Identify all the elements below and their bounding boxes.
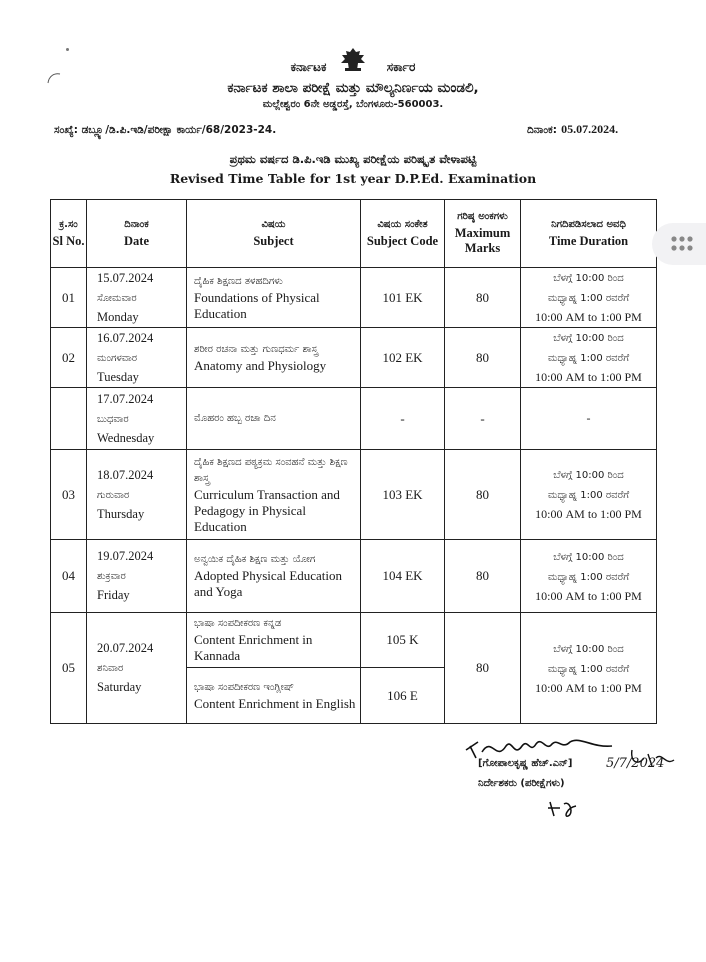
row-sl: 04 [51, 540, 87, 613]
row-subject: ಮೊಹರಂ ಹಬ್ಬ ರಜಾ ದಿನ [187, 388, 361, 450]
row-date: 20.07.2024 ಶನಿವಾರ Saturday [87, 613, 187, 724]
row-subject: ಭಾಷಾ ಸಂಪದೀಕರಣ ಕನ್ನಡ Content Enrichment in Kannada [187, 613, 361, 668]
timetable [50, 199, 657, 724]
header-subject: ವಿಷಯ Subject [187, 200, 361, 268]
gov-left: ಕರ್ನಾಟಕ [290, 60, 327, 74]
row-marks: 80 [445, 540, 521, 613]
row-subject: ಭಾಷಾ ಸಂಪದೀಕರಣ ಇಂಗ್ಲೀಷ್ Content Enrichment in English [187, 668, 361, 724]
row-time: ಬೆಳಗ್ಗೆ 10:00 ರಿಂದ ಮಧ್ಯಾಹ್ನ 1:00 ರವರೆಗೆ 10:00 AM to 1:00 PM [521, 450, 657, 540]
row-time: ಬೆಳಗ್ಗೆ 10:00 ರಿಂದ ಮಧ್ಯಾಹ್ನ 1:00 ರವರೆಗೆ 10:00 AM to 1:00 PM [521, 268, 657, 328]
reference-number: ಸಂಖ್ಯೆ: ಡಬ್ಲ್ಯೂ/ಡಿ.ಪಿ.ಇಡಿ/ಪರೀಕ್ಷಾ ಕಾರ್ಯ/68/2023-24. [54, 124, 277, 136]
header-marks: ಗರಿಷ್ಠ ಅಂಕಗಳು Maximum Marks [445, 200, 521, 268]
row-time: ಬೆಳಗ್ಗೆ 10:00 ರಿಂದ ಮಧ್ಯಾಹ್ನ 1:00 ರವರೆಗೆ 10:00 AM to 1:00 PM [521, 613, 657, 724]
row-subject: ಅನ್ವಯಿಕ ದೈಹಿಕ ಶಿಕ್ಷಣ ಮತ್ತು ಯೋಗ Adopted Physical Education and Yoga [187, 540, 361, 613]
row-code: - [361, 388, 445, 450]
date-value: 05.07.2024. [561, 122, 619, 136]
row-subject: ದೈಹಿಕ ಶಿಕ್ಷಣದ ತಳಹದಿಗಳು Foundations of Physical Education [187, 268, 361, 328]
gov-right: ಸರ್ಕಾರ [386, 60, 416, 74]
row-date: 18.07.2024 ಗುರುವಾರ Thursday [87, 450, 187, 540]
initial-mark [546, 798, 582, 820]
title-english: Revised Time Table for 1st year D.P.Ed. Examination [169, 171, 537, 186]
table-row [51, 328, 657, 388]
row-code: 101 EK [361, 268, 445, 328]
row-subject: ದೈಹಿಕ ಶಿಕ್ಷಣದ ಪಠ್ಯಕ್ರಮ ಸಂವಹನೆ ಮತ್ತು ಶಿಕ್ಷಣ ಶಾಸ್ತ್ರ Curriculum Transaction and Pedagogy in Physical Education [187, 450, 361, 540]
row-marks: 80 [445, 450, 521, 540]
row-sl: 02 [51, 328, 87, 388]
row-code: 102 EK [361, 328, 445, 388]
row-sl: 05 [51, 613, 87, 724]
row-time: ಬೆಳಗ್ಗೆ 10:00 ರಿಂದ ಮಧ್ಯಾಹ್ನ 1:00 ರವರೆಗೆ 10:00 AM to 1:00 PM [521, 328, 657, 388]
title-kannada: ಪ್ರಥಮ ವರ್ಷದ ಡಿ.ಪಿ.ಇಡಿ ಮುಖ್ಯ ಪರೀಕ್ಷೆಯ ಪರಿಷ್ಕೃತ ವೇಳಾಪಟ್ಟಿ [229, 152, 477, 166]
row-code: 106 E [361, 668, 445, 724]
header-time: ನಿಗದಿಪಡಿಸಲಾದ ಅವಧಿ Time Duration [521, 200, 657, 268]
government-line [0, 60, 706, 75]
row-date: 17.07.2024 ಬುಧವಾರ Wednesday [87, 388, 187, 450]
date-label: ದಿನಾಂಕ: [527, 124, 557, 136]
row-marks: 80 [445, 268, 521, 328]
scan-dot [66, 48, 69, 51]
signatory-name: [ಗೋಪಾಲಕೃಷ್ಣ ಹೆಚ್.ಎನ್] [478, 758, 573, 769]
row-code: 103 EK [361, 450, 445, 540]
row-time: - [521, 388, 657, 450]
row-sl [51, 388, 87, 450]
signatory-designation: ನಿರ್ದೇಶಕರು (ಪರೀಕ್ಷೆಗಳು) [478, 778, 565, 789]
board-address: ಮಲ್ಲೇಶ್ವರಂ 6ನೇ ಅಡ್ಡರಸ್ತೆ, ಬೆಂಗಳೂರು-560003. [262, 99, 444, 110]
grip-dots-icon[interactable] [670, 235, 694, 253]
table-row [51, 450, 657, 540]
row-marks: 80 [445, 613, 521, 724]
row-time: ಬೆಳಗ್ಗೆ 10:00 ರಿಂದ ಮಧ್ಯಾಹ್ನ 1:00 ರವರೆಗೆ 10:00 AM to 1:00 PM [521, 540, 657, 613]
header-sl: ಕ್ರ.ಸಂ Sl No. [51, 200, 87, 268]
header-date: ದಿನಾಂಕ Date [87, 200, 187, 268]
row-sl: 03 [51, 450, 87, 540]
table-row-holiday [51, 388, 657, 450]
row-date: 15.07.2024 ಸೋಮವಾರ Monday [87, 268, 187, 328]
row-subject: ಶರೀರ ರಚನಾ ಮತ್ತು ಗುಣಧರ್ಮ ಶಾಸ್ತ್ರ Anatomy and Physiology [187, 328, 361, 388]
row-sl: 01 [51, 268, 87, 328]
header-code: ವಿಷಯ ಸಂಕೇತ Subject Code [361, 200, 445, 268]
table-header-row [51, 200, 657, 268]
table-row [51, 613, 657, 668]
row-date: 16.07.2024 ಮಂಗಳವಾರ Tuesday [87, 328, 187, 388]
row-marks: 80 [445, 328, 521, 388]
board-name: ಕರ್ನಾಟಕ ಶಾಲಾ ಪರೀಕ್ಷೆ ಮತ್ತು ಮೌಲ್ಯನಿರ್ಣಯ ಮಂಡಲಿ, [227, 80, 479, 96]
issue-date [527, 122, 618, 137]
signature-date: 5/7/2024 [606, 756, 665, 771]
row-date: 19.07.2024 ಶುಕ್ರವಾರ Friday [87, 540, 187, 613]
table-row [51, 540, 657, 613]
row-code: 105 K [361, 613, 445, 668]
row-code: 104 EK [361, 540, 445, 613]
table-row [51, 268, 657, 328]
row-marks: - [445, 388, 521, 450]
